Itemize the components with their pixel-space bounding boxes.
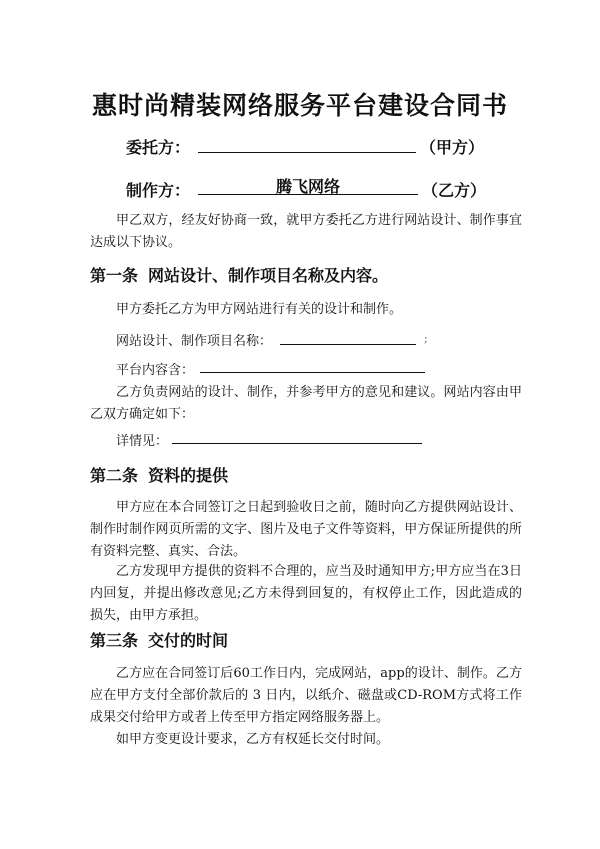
client-label: 委托方：	[126, 138, 191, 157]
document-title: 惠时尚精装网络服务平台建设合同书	[91, 91, 508, 120]
client-field[interactable]	[198, 132, 416, 153]
article2-paragraph1: 甲方应在本合同签订之日起到验收日之前，随时向乙方提供网站设计、制作时制作网页所需的文字、图片及电子文件等资料，甲方保证所提供的所有资料完整、真实、合法。	[90, 500, 522, 559]
platform-content-field[interactable]	[200, 358, 425, 373]
article3-paragraph1: 乙方应在合同签订后60工作日内，完成网站，app的设计、制作。乙方应在甲方支付全部价款后的 3 日内，以纸介、磁盘或CD-ROM方式将工作成果交付给甲方或者上传至甲方指定网络服务器上。	[90, 666, 522, 725]
article2-paragraph2: 乙方发现甲方提供的资料不合理的，应当及时通知甲方;甲方应当在3日内回复，并提出修改意见;乙方未得到回复的，有权停止工作，因此造成的损失，由甲方承担。	[90, 564, 522, 623]
article3-name: 交付的时间	[148, 631, 229, 650]
article3-number: 第三条	[90, 631, 139, 650]
article1-paragraph2: 乙方负责网站的设计、制作，并参考甲方的意见和建议。网站内容由甲乙双方确定如下：	[90, 385, 522, 422]
article1-number: 第一条	[90, 266, 139, 285]
platform-content-label: 平台内容含：	[116, 363, 195, 378]
article1-heading	[90, 263, 388, 286]
details-label: 详情见：	[116, 434, 169, 449]
article3-heading	[90, 628, 228, 651]
article1-name: 网站设计、制作项目名称及内容。	[148, 266, 389, 285]
project-name-field[interactable]	[280, 330, 416, 345]
project-name-label: 网站设计、制作项目名称：	[116, 334, 273, 349]
project-name-semicolon: ;	[424, 332, 428, 345]
client-suffix: （甲方）	[420, 138, 485, 157]
article2-heading	[90, 463, 228, 486]
maker-suffix: （乙方）	[422, 181, 487, 200]
maker-field[interactable]: 腾飞网络	[198, 174, 418, 195]
intro-paragraph: 甲乙双方，经友好协商一致，就甲方委托乙方进行网站设计、制作事宜达成以下协议。	[90, 213, 522, 250]
article2-number: 第二条	[90, 466, 139, 485]
article1-paragraph1: 甲方委托乙方为甲方网站进行有关的设计和制作。	[116, 302, 403, 317]
article3-paragraph2: 如甲方变更设计要求，乙方有权延长交付时间。	[116, 732, 390, 747]
details-field[interactable]	[172, 429, 422, 444]
maker-label: 制作方：	[126, 181, 191, 200]
article2-name: 资料的提供	[148, 466, 229, 485]
